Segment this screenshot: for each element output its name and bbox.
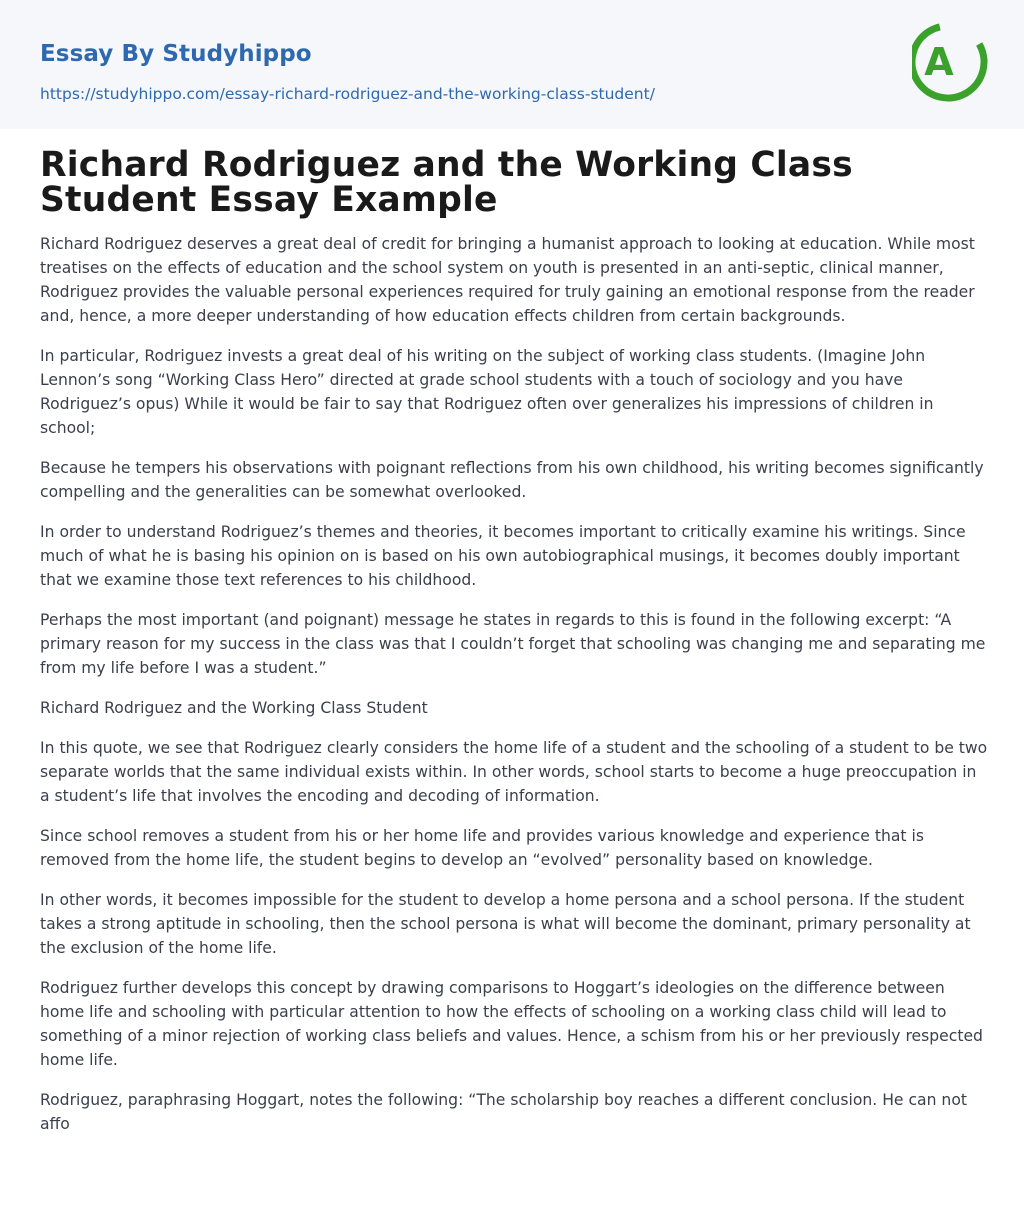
article <box>40 145 990 1152</box>
article-paragraph: Rodriguez further develops this concept by drawing comparisons to Hoggart’s ideologies on the difference between home life and schooling with particular attention to how the effects of schooling on a working class child will lead to something of a minor rejection of working class beliefs and values. Hence, a schism from his or her previously respected home life. <box>40 979 983 1069</box>
article-paragraph: Richard Rodriguez deserves a great deal of credit for bringing a humanist approach to looking at education. While most treatises on the effects of education and the school system on youth is presented in an anti-septic, clinical manner, Rodriguez provides the valuable personal experiences required for truly gaining an emotional response from the reader and, hence, a more deeper understanding of how education effects children from certain backgrounds. <box>40 235 975 325</box>
studyhippo-logo-icon[interactable] <box>912 18 988 106</box>
article-paragraph: Because he tempers his observations with poignant reflections from his own childhood, his writing becomes significantly compelling and the generalities can be somewhat overlooked. <box>40 459 984 501</box>
article-paragraph: In order to understand Rodriguez’s themes and theories, it becomes important to critically examine his writings. Since much of what he is basing his opinion on is based on his own autobiographical musings, it becomes doubly important that we examine those text references to his childhood. <box>40 523 966 589</box>
site-header <box>0 0 1024 129</box>
article-paragraph: Perhaps the most important (and poignant) message he states in regards to this is found in the following excerpt: “A primary reason for my success in the class was that I couldn’t forget that schooling was changing me and separating me from my life before I was a student.” <box>40 611 986 677</box>
article-paragraph: In other words, it becomes impossible for the student to develop a home persona and a school persona. If the student takes a strong aptitude in schooling, then the school persona is what will become the dominant, primary personality at the exclusion of the home life. <box>40 891 971 957</box>
article-paragraph: In this quote, we see that Rodriguez clearly considers the home life of a student and the schooling of a student to be two separate worlds that the same individual exists within. In other words, school starts to become a huge preoccupation in a student’s life that involves the encoding and decoding of information. <box>40 739 988 805</box>
article-paragraph: Rodriguez, paraphrasing Hoggart, notes the following: “The scholarship boy reaches a different conclusion. He can not affo <box>40 1091 967 1133</box>
page-url-link[interactable]: https://studyhippo.com/essay-richard-rodriguez-and-the-working-class-student/ <box>40 85 655 103</box>
article-paragraph: In particular, Rodriguez invests a great deal of his writing on the subject of working class students. (Imagine John Lennon’s song “Working Class Hero” directed at grade school students with a touch of sociology and you have Rodriguez’s opus) While it would be fair to say that Rodriguez often over generalizes his impressions of children in school; <box>40 347 934 437</box>
logo-letter: A <box>924 40 954 84</box>
site-brand[interactable]: Essay By Studyhippo <box>40 41 312 67</box>
article-subheading: Richard Rodriguez and the Working Class Student <box>40 699 428 717</box>
article-title: Richard Rodriguez and the Working Class Student Essay Example <box>40 145 853 220</box>
article-paragraph: Since school removes a student from his or her home life and provides various knowledge and experience that is removed from the home life, the student begins to develop an “evolved” personality based on knowledge. <box>40 827 924 869</box>
